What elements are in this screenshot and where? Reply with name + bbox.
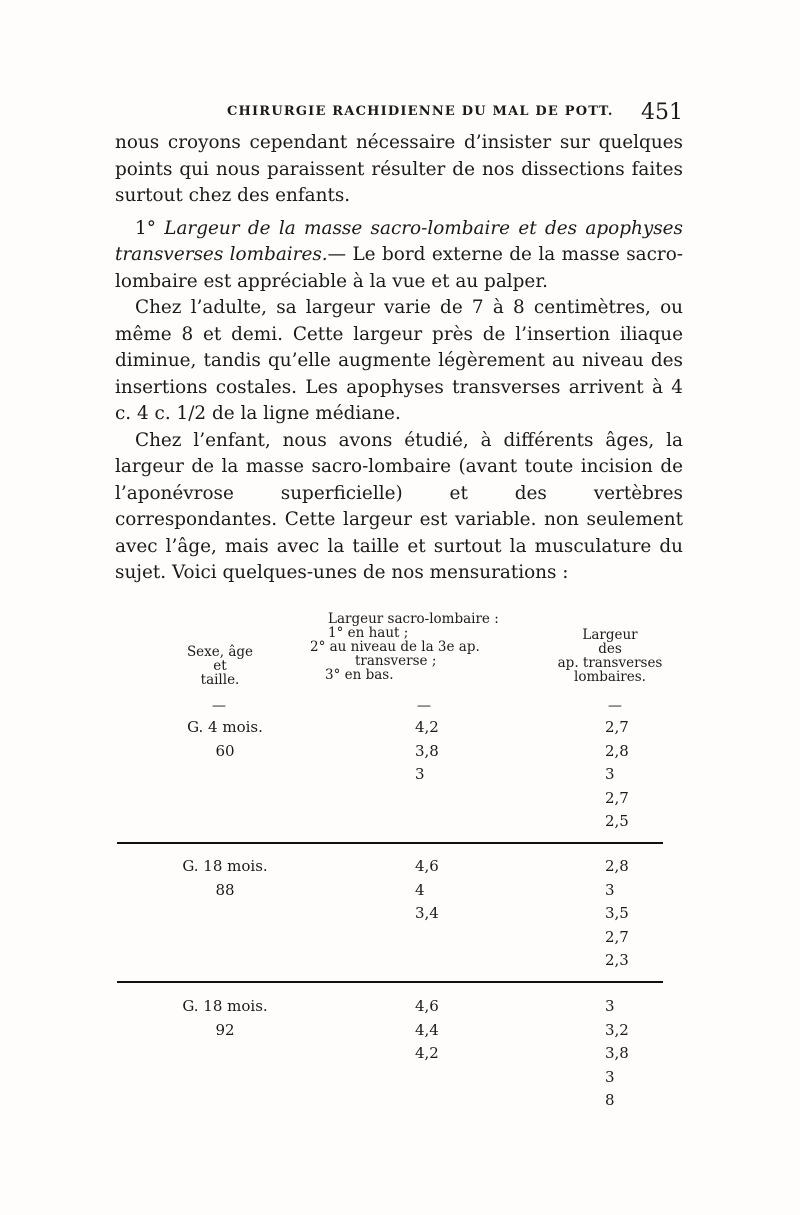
subject-cell [165, 995, 285, 1042]
body-text [115, 130, 683, 587]
subject-height: 92 [215, 1020, 235, 1039]
header-line: transverse ; [355, 653, 437, 669]
header-sacro-lombaire [310, 612, 540, 682]
value: 3,8 [605, 1044, 629, 1062]
value: 3 [605, 997, 615, 1015]
subject-age: G. 4 mois. [187, 718, 263, 736]
header-line: des [598, 641, 622, 657]
value: 2,7 [605, 927, 629, 946]
sacro-cell [415, 855, 465, 926]
value: 3,2 [605, 1020, 629, 1039]
header-transverses [540, 628, 680, 684]
paragraph-2 [115, 216, 683, 296]
value: 3,8 [415, 741, 439, 760]
transverse-cell [605, 995, 655, 1113]
header-line: Largeur sacro-lombaire : [328, 611, 499, 627]
value: 4 [415, 880, 425, 899]
page-number: 451 [641, 100, 683, 125]
header-line: Sexe, âge [186, 644, 254, 660]
value: 3,5 [605, 904, 629, 922]
value: 4,2 [415, 718, 439, 736]
header-line: ap. transverses [557, 655, 663, 671]
value: 2,8 [605, 741, 629, 760]
value: 4,6 [415, 857, 439, 875]
subject-age: G. 18 mois. [182, 857, 268, 875]
sacro-cell [415, 716, 465, 787]
header-line: Largeur [582, 627, 638, 643]
running-head: CHIRURGIE RACHIDIENNE DU MAL DE POTT. [227, 104, 614, 119]
header-line: 1° en haut ; [328, 625, 409, 641]
value: 3,4 [415, 904, 439, 922]
column-dash: — [608, 698, 622, 714]
paragraph-2-text: — Le bord externe de la masse sacro-lombaire est appréciable à la vue et au palper. [115, 244, 683, 292]
value: 4,4 [415, 1020, 439, 1039]
value: 3 [605, 880, 615, 899]
transverse-cell [605, 855, 655, 973]
value: 2,8 [605, 857, 629, 875]
header-line: 2° au niveau de la 3e ap. [310, 639, 480, 655]
column-dash: — [417, 698, 431, 714]
transverse-cell [605, 716, 655, 834]
subject-age: G. 18 mois. [182, 997, 268, 1015]
subject-height: 88 [215, 880, 235, 899]
section-heading: Largeur de la masse sacro-lombaire et des apophyses transverses lombaires. [115, 217, 683, 265]
group-divider [117, 842, 663, 844]
section-number: 1° [135, 217, 165, 239]
value: 8 [605, 1091, 615, 1109]
group-divider [117, 981, 663, 983]
value: 3 [605, 1067, 615, 1086]
page-header [115, 100, 685, 124]
value: 2,5 [605, 812, 629, 830]
value: 3 [605, 765, 615, 783]
value: 3 [415, 765, 425, 783]
header-line: taille. [200, 672, 240, 688]
subject-cell [165, 855, 285, 902]
subject-height: 60 [215, 741, 235, 760]
header-line: lombaires. [574, 669, 646, 685]
header-line: 3° en bas. [325, 667, 394, 683]
value: 4,2 [415, 1044, 439, 1062]
paragraph-3: Chez l’adulte, sa largeur varie de 7 à 8 centimètres, ou même 8 et demi. Cette largeur près de l’insertion iliaque diminue, tandis qu’elle augmente légèrement au niveau des insertions costales. Les apophyses transverses arrivent à 4 c. 4 c. 1/2 de la ligne médiane. [115, 297, 683, 424]
header-subject [155, 645, 285, 687]
subject-cell [165, 716, 285, 763]
value: 2,7 [605, 718, 629, 736]
value: 4,6 [415, 997, 439, 1015]
header-line: et [213, 658, 227, 674]
paragraph-4: Chez l’enfant, nous avons étudié, à différents âges, la largeur de la masse sacro-lombaire (avant toute incision de l’aponévrose superficielle) et des vertèbres correspondantes. Cette largeur est variable. non seulement avec l’âge, mais avec la taille et surtout la musculature du sujet. Voici quelques-unes de nos mensurations : [115, 429, 683, 583]
column-dash: — [212, 698, 226, 714]
paragraph-1: nous croyons cependant nécessaire d’insister sur quelques points qui nous paraissent résulter de nos dissections faites surtout chez des enfants. [115, 132, 683, 206]
sacro-cell [415, 995, 465, 1066]
value: 2,7 [605, 788, 629, 807]
value: 2,3 [605, 951, 629, 969]
